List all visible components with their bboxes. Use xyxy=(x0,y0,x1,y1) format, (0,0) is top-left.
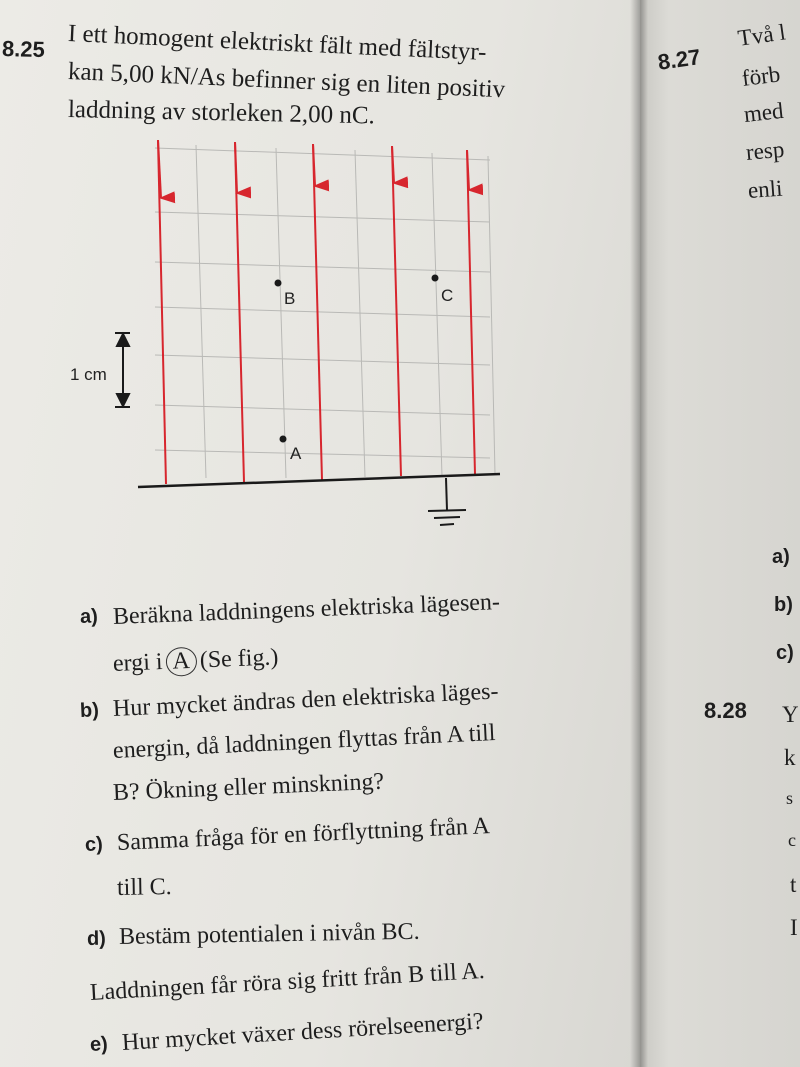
question-note: Laddningen får röra sig fritt från B till A. xyxy=(89,957,486,1006)
problem-text-line-1: I ett homogent elektriskt fält med fältstyr- xyxy=(67,20,488,66)
facing-label-b: b) xyxy=(774,594,793,616)
problem-827-line-1: Två l xyxy=(736,19,788,51)
question-c-line-2: till C. xyxy=(116,874,172,901)
question-d-line-1: Bestäm potentialen i nivån BC. xyxy=(118,918,420,950)
problem-number: 8.25 xyxy=(1,36,46,63)
problem-827-line-5: enli xyxy=(747,175,784,203)
point-b-label: B xyxy=(284,289,296,308)
point-c xyxy=(432,275,439,282)
question-a-line-2: ergi i A (Se fig.) xyxy=(112,644,279,677)
problem-text-line-2: kan 5,00 kN/As befinner sig en liten positiv xyxy=(67,58,506,104)
problem-827-line-4: resp xyxy=(744,136,786,165)
scale-label: 1 cm xyxy=(70,365,107,384)
problem-828-line-5: t xyxy=(790,872,797,897)
problem-828-line-6: I xyxy=(790,915,798,940)
problem-828-line-2: k xyxy=(784,745,796,770)
problem-text-line-3: laddning av storleken 2,00 nC. xyxy=(67,96,376,130)
point-b xyxy=(275,280,282,287)
question-a-label: a) xyxy=(79,605,99,628)
question-b-line-2: energin, då laddningen flyttas från A till xyxy=(112,719,496,764)
field-line xyxy=(392,146,401,476)
point-c-label: C xyxy=(441,286,454,305)
grid xyxy=(155,145,495,478)
problem-827-line-3: med xyxy=(742,97,785,127)
question-c-label: c) xyxy=(84,833,104,856)
question-b-line-3: B? Ökning eller minskning? xyxy=(112,768,385,806)
problem-828-line-4: c xyxy=(788,830,796,850)
problem-827-line-2: förb xyxy=(740,61,782,91)
problem-828-line-3: s xyxy=(786,788,794,808)
circled-a: A xyxy=(165,647,197,677)
question-d-label: d) xyxy=(86,927,107,950)
scale-bar xyxy=(115,333,130,407)
field-line xyxy=(158,140,166,484)
question-c-line-1: Samma fråga för en förflyttning från A xyxy=(116,813,491,856)
problem-827-number: 8.27 xyxy=(656,44,703,75)
field-line xyxy=(467,150,475,474)
facing-label-c: c) xyxy=(776,642,794,664)
book-gutter xyxy=(630,0,648,1067)
facing-label-a: a) xyxy=(772,546,790,568)
point-a xyxy=(280,436,287,443)
electric-field-figure xyxy=(0,0,640,560)
point-a-label: A xyxy=(290,444,302,463)
problem-828-line-1: Y xyxy=(782,702,799,727)
question-a-line-1: Beräkna laddningens elektriska lägesen- xyxy=(112,589,501,630)
question-b-line-1: Hur mycket ändras den elektriska läges- xyxy=(112,678,500,722)
question-e-line-1: Hur mycket växer dess rörelseenergi? xyxy=(121,1008,485,1056)
problem-828-number: 8.28 xyxy=(704,698,747,723)
facing-page xyxy=(640,0,800,1067)
ground-symbol xyxy=(428,478,466,525)
question-e-label: e) xyxy=(89,1032,109,1056)
question-b-label: b) xyxy=(79,699,100,722)
